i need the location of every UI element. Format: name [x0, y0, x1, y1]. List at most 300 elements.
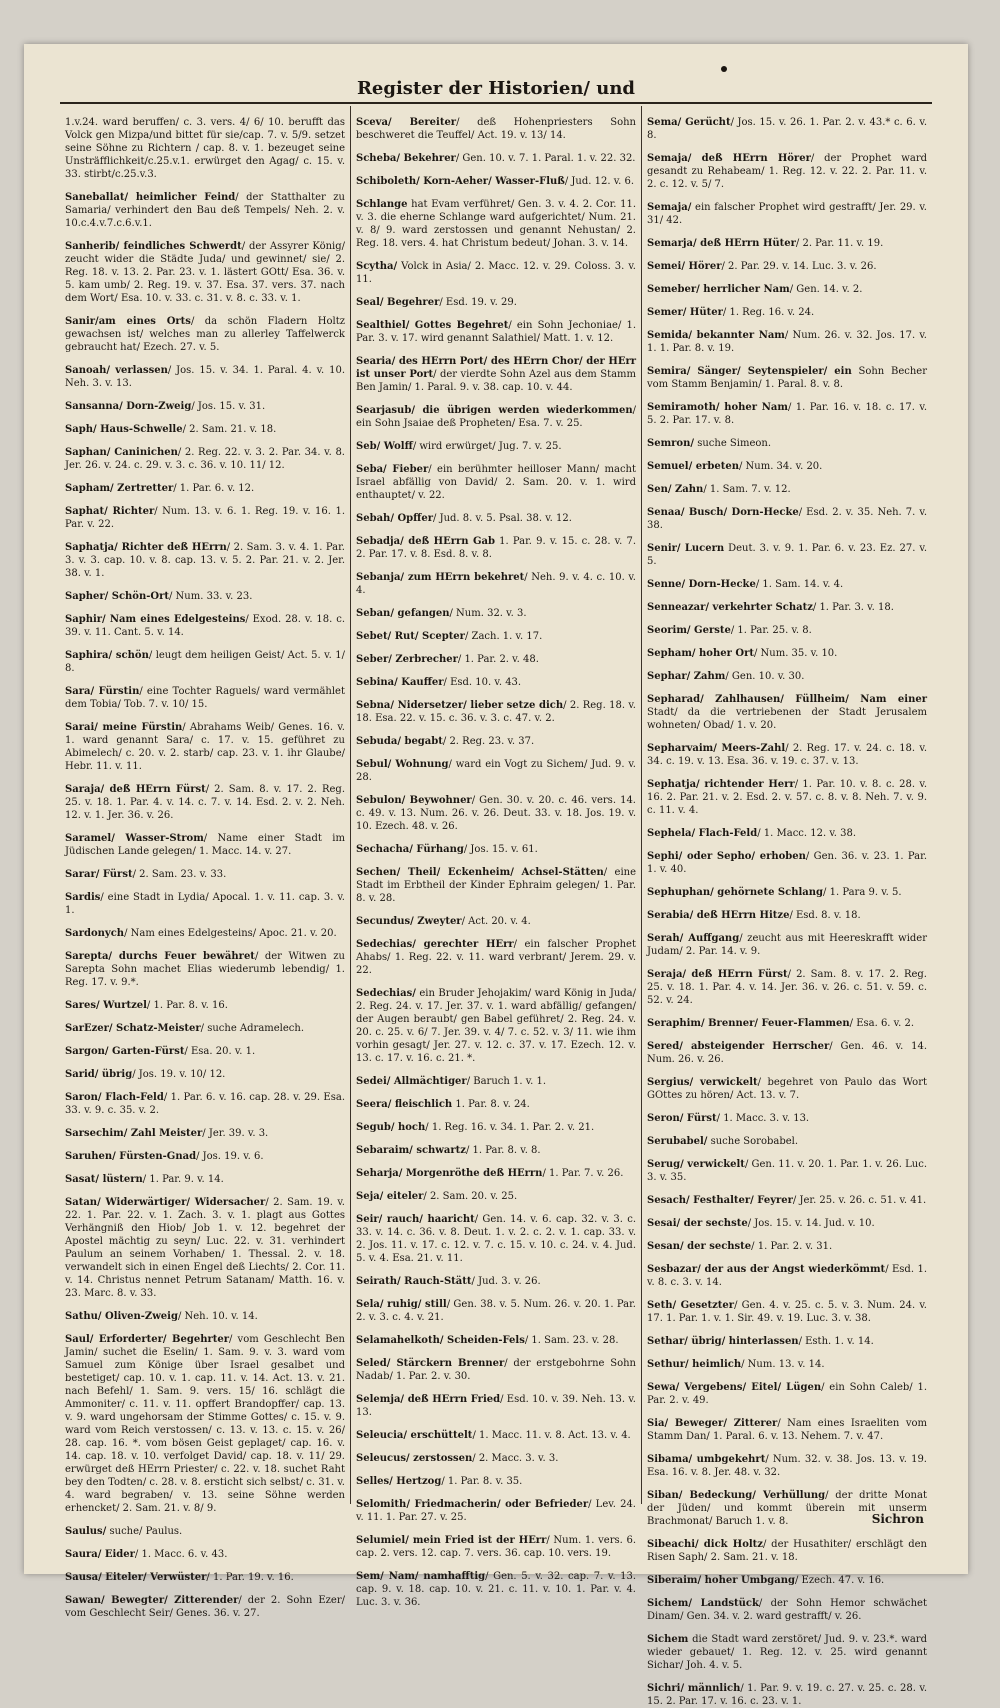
register-entry — [356, 512, 636, 525]
register-entry — [647, 670, 927, 683]
entry-text: die Stadt ward zerstöret/ Jud. 9. v. 23.*. ward wieder gebauet/ 1. Reg. 12. v. 25. wird genannt Sichar/ Joh. 4. v. 5. — [647, 1634, 927, 1671]
register-entry — [65, 364, 345, 390]
entry-headword: Semeber/ herrlicher Nam — [647, 284, 790, 295]
register-entry — [356, 260, 636, 286]
entry-headword: Sephi/ oder Sepho/ erhoben — [647, 851, 806, 862]
register-entry — [647, 1263, 927, 1289]
register-entry — [647, 624, 927, 637]
register-entry — [647, 116, 927, 142]
register-entry — [65, 832, 345, 858]
entry-text: / 1. Par. 3. v. 18. — [812, 602, 894, 613]
entry-text: / Gen. 10. v. 7. 1. Paral. 1. v. 22. 32. — [455, 153, 636, 164]
register-entry — [356, 535, 636, 561]
register-entry — [356, 1534, 636, 1560]
entry-headword: Searjasub/ die übrigen werden wiederkommen — [356, 405, 633, 416]
entry-headword: Sephela/ Flach-Feld — [647, 828, 758, 839]
entry-text: / Gen. 30. v. 20. c. 46. vers. 14. c. 49. v. 13. Num. 26. v. 26. Deut. 33. v. 18. Jos. 19. v. 10. Ezech. 48. v. 26. — [356, 795, 636, 832]
register-entry — [65, 1310, 345, 1323]
register-entry — [65, 927, 345, 940]
register-entry — [647, 201, 927, 227]
entry-text: / Act. 20. v. 4. — [461, 916, 531, 927]
entry-text: / 1. Par. 10. v. 8. c. 28. v. 16. 2. Par. 21. v. 2. Esd. 2. v. 57. c. 8. v. 8. Neh. 7. v. 9. c. 11. v. 4. — [647, 779, 928, 816]
entry-text: / 1. Par. 8. v. 16. — [146, 1000, 228, 1011]
register-entry — [647, 1417, 927, 1443]
catchword: Sichron — [871, 1512, 924, 1526]
register-entry — [65, 649, 345, 675]
register-entry — [647, 1040, 927, 1066]
entry-text: / Zach. 1. v. 17. — [464, 631, 543, 642]
entry-headword: Semaja/ deß HErrn Hörer — [647, 153, 811, 164]
register-entry — [65, 1333, 345, 1515]
entry-text: / 1. Reg. 16. v. 24. — [722, 307, 815, 318]
entry-text: / der Witwen zu Sarepta Sohn machet Elias wiederumb lebendig/ 1. Reg. 17. v. 9.*. — [65, 951, 345, 988]
entry-headword: Saphatja/ Richter deß HErrn — [65, 542, 227, 553]
entry-headword: Selles/ Hertzog — [356, 1476, 442, 1487]
register-entry — [356, 1144, 636, 1157]
entry-headword: Sethur/ heimlich — [647, 1359, 742, 1370]
entry-text: / 1. Macc. 11. v. 8. Act. 13. v. 4. — [472, 1430, 631, 1441]
entry-text: / der Prophet ward gesandt zu Rehabeam/ 1. Reg. 12. v. 22. 2. Par. 11. v. 2. c. 12. v. 5/ 7. — [647, 153, 928, 190]
entry-text: / Gen. 14. v. 6. cap. 32. v. 3. c. 33. v. 14. c. 36. v. 8. Deut. 1. v. 2. c. 2. v. 1. cap. 33. v. 2. Jos. 11. v. 17. c. 12. v. 7. c. 15. v. 10. c. 24. v. 4. Jud. 5. v. 4. Esa. 21. v. 11. — [356, 1214, 636, 1264]
entry-text: Stadt/ da die vertriebenen der Stadt Jerusalem wohneten/ Obad/ 1. v. 20. — [647, 707, 927, 731]
entry-headword: Saul/ Erforderter/ Begehrter — [65, 1334, 229, 1345]
register-entry — [647, 1381, 927, 1407]
entry-headword: Sarai/ meine Fürstin — [65, 722, 183, 733]
entry-headword: Sedechias/ — [356, 988, 416, 999]
register-entry — [65, 999, 345, 1012]
register-entry — [647, 778, 927, 817]
entry-text: / Gen. 36. v. 23. 1. Par. 1. v. 40. — [647, 851, 928, 875]
entry-text: / Neh. 10. v. 14. — [177, 1311, 258, 1322]
entry-headword: Sepham/ hoher Ort — [647, 648, 754, 659]
entry-headword: Semira/ Sänger/ Seytenspieler/ ein — [647, 366, 852, 377]
entry-text: / wird erwürget/ Jug. 7. v. 25. — [412, 441, 562, 452]
register-entry — [65, 590, 345, 603]
entry-text: / Esa. 6. v. 2. — [849, 1018, 915, 1029]
entry-text: / Jos. 19. v. 10/ 12. — [132, 1069, 226, 1080]
entry-headword: Sephatja/ richtender Herr — [647, 779, 795, 790]
entry-headword: Seorim/ Gerste — [647, 625, 731, 636]
entry-headword: Senne/ Dorn-Hecke — [647, 579, 756, 590]
register-entry — [647, 152, 927, 191]
entry-headword: Sapher/ Schön-Ort — [65, 591, 169, 602]
entry-headword: Sichem/ Landstück — [647, 1598, 759, 1609]
entry-headword: Sebna/ Nidersetzer/ lieber setze dich — [356, 700, 564, 711]
entry-headword: Saura/ Eider — [65, 1549, 135, 1560]
entry-headword: Seth/ Gesetzter — [647, 1300, 735, 1311]
register-entry — [647, 850, 927, 876]
register-entry — [647, 1076, 927, 1102]
entry-text: / ein Sohn Caleb/ 1. Par. 2. v. 49. — [647, 1382, 927, 1406]
register-entry — [647, 365, 927, 391]
register-entry — [647, 283, 927, 296]
entry-headword: Sasat/ lüstern — [65, 1174, 143, 1185]
column-1 — [60, 106, 351, 1619]
register-entry — [647, 1299, 927, 1325]
entry-text: 1. Par. 9. v. 15. c. 28. v. 7. 2. Par. 17. v. 8. Esd. 8. v. 8. — [356, 536, 636, 560]
entry-text: / der Husathiter/ erschlägt den Risen Saph/ 2. Sam. 21. v. 18. — [647, 1539, 927, 1563]
entry-text: / 2. Sam. 20. v. 25. — [423, 1191, 518, 1202]
entry-text: / Jer. 39. v. 3. — [202, 1128, 269, 1139]
entry-headword: Sepharad/ Zahlhausen/ Füllheim/ Nam einer — [647, 694, 927, 705]
entry-headword: Siberaim/ hoher Umbgang — [647, 1575, 795, 1586]
entry-headword: Sethar/ übrig/ hinterlassen — [647, 1336, 799, 1347]
entry-headword: Sergius/ verwickelt — [647, 1077, 758, 1088]
entry-headword: Sardis — [65, 892, 101, 903]
entry-headword: Sesan/ der sechste — [647, 1241, 752, 1252]
entry-headword: SarEzer/ Schatz-Meister — [65, 1023, 201, 1034]
entry-text: Sohn Becher vom Stamm Benjamin/ 1. Paral. 8. v. 8. — [647, 366, 927, 390]
register-entry — [65, 1022, 345, 1035]
entry-text: / Num. 35. v. 10. — [753, 648, 838, 659]
entry-text: / der Sohn Hemor schwächet Dinam/ Gen. 34. v. 2. ward gestrafft/ v. 26. — [647, 1598, 927, 1622]
register-entry — [356, 1075, 636, 1088]
register-entry — [647, 542, 927, 568]
register-entry — [356, 866, 636, 905]
entry-text: / Esd. 10. v. 43. — [443, 677, 522, 688]
register-entry — [647, 601, 927, 614]
entry-headword: Sered/ absteigender Herrscher — [647, 1041, 830, 1052]
register-entry — [356, 653, 636, 666]
entry-headword: Sargon/ Garten-Fürst — [65, 1046, 185, 1057]
entry-headword: Sepharvaim/ Meers-Zahl — [647, 743, 786, 754]
entry-headword: Selumiel/ mein Fried ist der HErr — [356, 1535, 547, 1546]
entry-headword: Sebet/ Rut/ Scepter — [356, 631, 465, 642]
register-entry — [356, 440, 636, 453]
entry-text: / der vierdte Sohn Azel aus dem Stamm Ben Jamin/ 1. Paral. 9. v. 38. cap. 10. v. 44. — [356, 369, 637, 393]
register-entry — [65, 891, 345, 917]
entry-text: / ein Sohn Jechoniae/ 1. Par. 3. v. 17. wird genannt Salathiel/ Matt. 1. v. 12. — [356, 320, 636, 344]
entry-headword: Siban/ Bedeckung/ Verhüllung — [647, 1490, 826, 1501]
entry-text: / Jos. 15. v. 26. 1. Par. 2. v. 43.* c. 6. v. 8. — [647, 117, 927, 141]
entry-text: / ein Sohn Jsaiae deß Propheten/ Esa. 7. v. 25. — [356, 405, 636, 429]
entry-headword: Sawan/ Bewegter/ Zitterender — [65, 1595, 239, 1606]
entry-text: / Jer. 25. v. 26. c. 51. v. 41. — [792, 1195, 927, 1206]
entry-text: / Ezech. 47. v. 16. — [795, 1575, 885, 1586]
register-entry — [647, 1574, 927, 1587]
entry-headword: Sanir/am eines Orts — [65, 316, 191, 327]
entry-text: / Gen. 11. v. 20. 1. Par. 1. v. 26. Luc. 3. v. 35. — [647, 1159, 927, 1183]
entry-headword: Sarid/ übrig — [65, 1069, 133, 1080]
entry-headword: Sesbazar/ der aus der Angst wiederkömmt — [647, 1264, 886, 1275]
entry-text: / 1. Macc. 3. v. 13. — [716, 1113, 810, 1124]
register-entry — [647, 578, 927, 591]
entry-headword: Saneballat/ heimlicher Feind — [65, 192, 236, 203]
register-entry — [356, 1334, 636, 1347]
register-entry — [647, 932, 927, 958]
entry-headword: Seled/ Stärckern Brenner — [356, 1358, 505, 1369]
entry-text: / Jos. 19. v. 6. — [196, 1151, 264, 1162]
entry-text: / 1. Par. 6. v. 16. cap. 28. v. 29. Esa. 33. v. 9. c. 35. v. 2. — [65, 1092, 345, 1116]
entry-text: / 2. Macc. 3. v. 3. — [472, 1453, 559, 1464]
entry-headword: Semiramoth/ hoher Nam — [647, 402, 788, 413]
register-entry — [356, 175, 636, 188]
entry-headword: Satan/ Widerwärtiger/ Widersacher — [65, 1197, 266, 1208]
register-entry — [356, 938, 636, 977]
entry-text: / Esd. 1. v. 8. c. 3. v. 14. — [647, 1264, 928, 1288]
entry-text: / 1. Par. 19. v. 16. — [206, 1572, 294, 1583]
entry-text: ein Bruder Jehojakim/ ward König in Juda/ 2. Reg. 24. v. 17. Jer. 37. v. 1. ward abfällig/ gefangen/ der Augen beraubt/ gen Babel geführet/ 2. Reg. 24. v. 20. c. 25. v. 6/ 7. Jer. 39. v. 4/ 7. c. 52. v. 3/ 11. wie ihm vorhin gesagt/ Jer. 27. v. 12. c. 37. v. 17. Ezech. 12. v. 13. c. 17. v. 16. c. 21. *. — [356, 988, 636, 1064]
entry-headword: Sebulon/ Beywohner — [356, 795, 472, 806]
register-entry — [356, 355, 636, 394]
entry-headword: Serah/ Auffgang — [647, 933, 740, 944]
register-entry — [356, 198, 636, 250]
register-entry — [647, 1335, 927, 1348]
entry-headword: Saron/ Flach-Feld — [65, 1092, 164, 1103]
entry-text: / Num. 34. v. 20. — [738, 461, 823, 472]
book-page — [24, 44, 968, 1707]
entry-headword: Sichem — [647, 1634, 689, 1645]
entry-headword: Sebul/ Wohnung — [356, 759, 449, 770]
entry-text: / 2. Sam. 8. v. 17. 2. Reg. 25. v. 18. 1. Par. 4. v. 14. c. 7. v. 14. Esd. 2. v. 2. Neh. 12. v. 1. Jer. 36. v. 26. — [65, 784, 345, 821]
entry-text: / 1. Par. 16. v. 18. c. 17. v. 5. 2. Par. 17. v. 8. — [647, 402, 927, 426]
register-entry — [65, 1594, 345, 1620]
register-entry — [356, 1121, 636, 1134]
entry-text: / Gen. 46. v. 14. Num. 26. v. 26. — [647, 1041, 928, 1065]
entry-headword: Sausa/ Eiteler/ Verwüster — [65, 1572, 207, 1583]
entry-headword: Sebaraim/ schwartz — [356, 1145, 466, 1156]
entry-headword: Searia/ des HErrn Port/ des HErrn Chor/ der HErr ist unser Port — [356, 356, 636, 380]
entry-headword: Senir/ Lucern — [647, 543, 725, 554]
entry-text: / Esth. 1. v. 14. — [798, 1336, 874, 1347]
entry-text: / suche Adramelech. — [200, 1023, 305, 1034]
entry-text: / Gen. 10. v. 30. — [725, 671, 805, 682]
register-entry — [356, 152, 636, 165]
entry-text: / 1. Macc. 6. v. 43. — [134, 1549, 228, 1560]
register-entry — [647, 886, 927, 899]
entry-headword: Seir/ rauch/ haaricht — [356, 1214, 475, 1225]
register-entry — [647, 460, 927, 473]
entry-headword: Sen/ Zahn — [647, 484, 704, 495]
register-entry — [356, 1475, 636, 1488]
register-entry — [356, 915, 636, 928]
register-entry — [647, 968, 927, 1007]
register-entry — [647, 1194, 927, 1207]
entry-headword: Sanherib/ feindliches Schwerdt — [65, 241, 242, 252]
entry-headword: Selemja/ deß HErrn Fried — [356, 1394, 501, 1405]
entry-headword: Sechen/ Theil/ Eckenheim/ Achsel-Stätten — [356, 867, 604, 878]
register-entry — [65, 868, 345, 881]
entry-text: suche/ Paulus. — [106, 1526, 183, 1537]
register-entry — [65, 1045, 345, 1058]
register-entry — [65, 1150, 345, 1163]
entry-text: / Neh. 9. v. 4. c. 10. v. 4. — [356, 572, 636, 596]
entry-headword: Sardonych — [65, 928, 125, 939]
entry-text: / 1. Para 9. v. 5. — [823, 887, 902, 898]
entry-headword: Selomith/ Friedmacherin/ oder Befrieder — [356, 1499, 589, 1510]
entry-headword: Sarsechim/ Zahl Meister — [65, 1128, 203, 1139]
entry-headword: Serug/ verwickelt — [647, 1159, 745, 1170]
entry-text: / Esd. 19. v. 29. — [439, 297, 517, 308]
register-entry — [647, 306, 927, 319]
register-entry — [647, 1112, 927, 1125]
entry-text: / Esd. 8. v. 18. — [789, 910, 861, 921]
register-entry — [65, 721, 345, 773]
register-entry — [356, 630, 636, 643]
entry-text: / 1. Sam. 7. v. 12. — [703, 484, 791, 495]
entry-text: / Gen. 14. v. 2. — [789, 284, 863, 295]
entry-text: / 1. Par. 25. v. 8. — [730, 625, 812, 636]
register-entry — [356, 758, 636, 784]
entry-text: / 1. Macc. 12. v. 38. — [757, 828, 857, 839]
entry-text: ein falscher Prophet wird gestrafft/ Jer. 29. v. 31/ 42. — [647, 202, 927, 226]
entry-text: / ein berühmter heilloser Mann/ macht Israel abfällig von David/ 2. Sam. 20. v. 1. wird enthauptet/ v. 22. — [356, 464, 637, 501]
register-entry — [356, 1190, 636, 1203]
entry-text: / 2. Sam. 3. v. 4. 1. Par. 3. v. 3. cap. 10. v. 8. cap. 13. v. 5. 2. Par. 21. v. 2. Jer. 38. v. 1. — [65, 542, 345, 579]
register-entry — [65, 783, 345, 822]
entry-headword: Sealthiel/ Gottes Begehret — [356, 320, 509, 331]
entry-text: / Gen. 5. v. 32. cap. 7. v. 13. cap. 9. v. 18. cap. 10. v. 21. c. 11. v. 10. 1. Par. v. 4. Luc. 3. v. 36. — [356, 1571, 636, 1608]
entry-text: / Baruch 1. v. 1. — [466, 1076, 547, 1087]
entry-headword: Seb/ Wolff — [356, 441, 413, 452]
register-entry — [65, 505, 345, 531]
register-entry — [356, 843, 636, 856]
entry-headword: Schlange — [356, 199, 408, 210]
register-entry — [65, 1525, 345, 1538]
entry-text: / der Assyrer König/ zeucht wider die Städte Juda/ und gewinnet/ sie/ 2. Reg. 18. v. 13. 2. Par. 23. v. 1. lästert GOtt/ Esa. 36. v. 5. kam umb/ 2. Reg. 19. v. 37. Esa. 37. vers. 37. nach dem Wort/ Esa. 10. v. 33. c. 31. v. 8. c. 33. v. 1. — [65, 241, 345, 304]
entry-text: / deß Hohenpriesters Sohn beschweret die Teuffel/ Act. 19. v. 13/ 14. — [356, 117, 636, 141]
register-entry — [647, 483, 927, 496]
register-entry — [356, 296, 636, 309]
entry-text: / 1. Par. 8. v. 35. — [441, 1476, 523, 1487]
register-entry — [647, 693, 927, 732]
entry-headword: Semei/ Hörer — [647, 261, 722, 272]
entry-headword: Sela/ ruhig/ still — [356, 1299, 447, 1310]
entry-headword: Scheba/ Bekehrer — [356, 153, 456, 164]
entry-headword: Sebina/ Kauffer — [356, 677, 444, 688]
entry-headword: Sebadja/ deß HErrn Gab — [356, 536, 496, 547]
entry-headword: Seharja/ Morgenröthe deß HErrn — [356, 1168, 543, 1179]
entry-headword: Seber/ Zerbrecher — [356, 654, 458, 665]
entry-text: / Jud. 8. v. 5. Psal. 38. v. 12. — [433, 513, 572, 524]
register-entry — [356, 1213, 636, 1265]
entry-headword: Seleucia/ erschüttelt — [356, 1430, 473, 1441]
entry-headword: Semida/ bekannter Nam — [647, 330, 785, 341]
register-entry — [356, 1357, 636, 1383]
register-entry — [647, 506, 927, 532]
entry-text: / Name einer Stadt im Jüdischen Lande gelegen/ 1. Macc. 14. v. 27. — [65, 833, 345, 857]
entry-headword: Sia/ Beweger/ Zitterer — [647, 1418, 778, 1429]
register-entry — [356, 571, 636, 597]
register-entry — [356, 1275, 636, 1288]
entry-headword: Serubabel/ — [647, 1136, 708, 1147]
register-entry — [65, 613, 345, 639]
register-entry — [356, 1498, 636, 1524]
entry-headword: Schiboleth/ Korn-Aeher/ Wasser-Fluß — [356, 176, 565, 187]
register-entry — [356, 404, 636, 430]
entry-headword: Sibama/ umbgekehrt — [647, 1454, 766, 1465]
entry-headword: Seirath/ Rauch-Stätt — [356, 1276, 472, 1287]
register-entry — [356, 1393, 636, 1419]
register-entry — [647, 260, 927, 273]
entry-headword: Secundus/ Zweyter — [356, 916, 462, 927]
entry-text: / Jud. 3. v. 26. — [471, 1276, 541, 1287]
entry-text: / Num. 26. v. 32. Jos. 17. v. 1. 1. Par. 8. v. 19. — [647, 330, 927, 354]
entry-headword: Saphat/ Richter — [65, 506, 155, 517]
entry-headword: Sephuphan/ gehörnete Schlang — [647, 887, 824, 898]
entry-text: / Jos. 15. v. 34. 1. Paral. 4. v. 10. Neh. 3. v. 13. — [65, 365, 345, 389]
entry-text: 1. Par. 8. v. 24. — [452, 1099, 530, 1110]
register-entry — [647, 1682, 927, 1708]
entry-headword: Scytha/ — [356, 261, 398, 272]
register-entry — [647, 1358, 927, 1371]
entry-headword: Semuel/ erbeten — [647, 461, 739, 472]
register-entry — [65, 1548, 345, 1561]
entry-text: / da schön Fladern Holtz gewachsen ist/ welches man zu allerley Taffelwerck gebraucht hat/ Ezech. 27. v. 5. — [65, 316, 345, 353]
entry-text: / der 2. Sohn Ezer/ vom Geschlecht Seir/ Genes. 36. v. 27. — [65, 1595, 345, 1619]
entry-headword: Semaja/ — [647, 202, 692, 213]
entry-text: / Esd. 2. v. 35. Neh. 7. v. 38. — [647, 507, 928, 531]
entry-headword: Sathu/ Oliven-Zweig — [65, 1311, 178, 1322]
register-entry — [65, 541, 345, 580]
register-entry — [65, 191, 345, 230]
entry-headword: Sansanna/ Dorn-Zweig — [65, 401, 192, 412]
entry-text: / der erstgebohrne Sohn Nadab/ 1. Par. 2. v. 30. — [356, 1358, 636, 1382]
entry-headword: Seera/ fleischlich — [356, 1099, 453, 1110]
entry-text: / leugt dem heiligen Geist/ Act. 5. v. 1/ 8. — [65, 650, 345, 674]
entry-headword: Saulus/ — [65, 1526, 107, 1537]
entry-text: / 2. Reg. 18. v. 18. Esa. 22. v. 15. c. 36. v. 3. c. 47. v. 2. — [356, 700, 636, 724]
entry-text: 1.v.24. ward beruffen/ c. 3. vers. 4/ 6/ 10. berufft das Volck gen Mizpa/und bittet für sie/cap. 7. v. 5/9. setzet seine Söhne zu Richtern / cap. 8. v. 1. bezeuget seine Unsträfflichkeit/c.25.v.1. erwürget den Agag/ c. 15. v. 33. stirbt/c.25.v.3. — [65, 117, 345, 180]
register-entry — [647, 1017, 927, 1030]
entry-text: / Esa. 20. v. 1. — [184, 1046, 256, 1057]
entry-headword: Seron/ Fürst — [647, 1113, 717, 1124]
entry-headword: Semarja/ deß HErrn Hüter — [647, 238, 796, 249]
entry-text: / ein falscher Prophet Ahabs/ 1. Reg. 22. v. 11. ward verbrant/ Jerem. 29. v. 22. — [356, 939, 636, 976]
entry-headword: Sedei/ Allmächtiger — [356, 1076, 467, 1087]
entry-text: / 1. Par. 9. v. 19. c. 27. v. 25. c. 28. v. 15. 2. Par. 17. v. 16. c. 23. v. 1. — [647, 1683, 928, 1707]
entry-text: / 1. Par. 9. v. 14. — [142, 1174, 224, 1185]
entry-text: / Esd. 10. v. 39. Neh. 13. v. 13. — [356, 1394, 636, 1418]
entry-text: / vom Geschlecht Ben Jamin/ suchet die Eselin/ 1. Sam. 9. v. 3. ward vom Samuel zum Könige über Israel gesalbet und bestetiget/ cap. 10. v. 1. cap. 11. v. 14. Act. 13. v. 21. nach Befehl/ 1. Sam. 9. vers. 15/ 16. schlägt die Ammoniter/ c. 11. v. 11. opffert Brandopffer/ cap. 13. v. 9. ward ungehorsam der Stimme Gottes/ c. 15. v. 9. ward vom Reich verstossen/ c. 13. v. 13. c. 15. v. 26/ 28. cap. 16. *. vom bösen Geist geplaget/ cap. 16. v. 14. cap. 18. v. 10. verfolget David/ cap. 18. v. 11/ 29. erwürget deß HErrn Priester/ c. 22. v. 18. suchet Raht bey den Todten/ c. 28. v. 8. ersticht sich selbst/ c. 31. v. 4. ward begraben/ v. 13. seine Söhne werden erhencket/ 2. Sam. 21. v. 8/ 9. — [65, 1334, 346, 1514]
register-entry — [647, 1597, 927, 1623]
register-entry — [65, 423, 345, 436]
entry-text: / Num. 32. v. 38. Jos. 13. v. 19. Esa. 16. v. 8. Jer. 48. v. 32. — [647, 1454, 927, 1478]
entry-text: / 2. Reg. 23. v. 37. — [442, 736, 535, 747]
entry-text: / Gen. 38. v. 5. Num. 26. v. 20. 1. Par. 2. v. 3. c. 4. v. 21. — [356, 1299, 636, 1323]
register-entry — [647, 647, 927, 660]
entry-text: / eine Stadt im Erbtheil der Kinder Ephraim gelegen/ 1. Par. 8. v. 28. — [356, 867, 636, 904]
entry-text: / 2. Sam. 21. v. 18. — [182, 424, 277, 435]
entry-headword: Serabia/ deß HErrn Hitze — [647, 910, 790, 921]
entry-headword: Selamahelkoth/ Scheiden-Fels — [356, 1335, 525, 1346]
entry-headword: Seraja/ deß HErrn Fürst — [647, 969, 788, 980]
register-entry — [65, 950, 345, 989]
entry-text: / 1. Par. 2. v. 48. — [457, 654, 539, 665]
entry-text: / Exod. 28. v. 18. c. 39. v. 11. Cant. 5. v. 14. — [65, 614, 345, 638]
entry-headword: Semer/ Hüter — [647, 307, 723, 318]
entry-headword: Saramel/ Wasser-Strom — [65, 833, 204, 844]
entry-headword: Seban/ gefangen — [356, 608, 450, 619]
entry-text: / 2. Sam. 23. v. 33. — [132, 869, 227, 880]
register-entry — [647, 237, 927, 250]
register-entry — [356, 699, 636, 725]
entry-headword: Sephar/ Zahm — [647, 671, 726, 682]
entry-text: / Jos. 15. v. 31. — [191, 401, 266, 412]
entry-headword: Seba/ Fieber — [356, 464, 429, 475]
entry-text: / zeucht aus mit Heereskrafft wider Judam/ 2. Par. 14. v. 9. — [647, 933, 927, 957]
entry-headword: Senaa/ Busch/ Dorn-Hecke — [647, 507, 799, 518]
register-entry — [65, 315, 345, 354]
register-entry — [647, 1158, 927, 1184]
entry-text: / Num. 13. v. 14. — [741, 1359, 825, 1370]
register-entry — [647, 1453, 927, 1479]
entry-headword: Sceva/ Bereiter — [356, 117, 457, 128]
register-entry — [65, 1068, 345, 1081]
entry-text: / Jos. 15. v. 61. — [463, 844, 538, 855]
register-entry — [65, 1571, 345, 1584]
entry-text: suche Simeon. — [694, 438, 772, 449]
